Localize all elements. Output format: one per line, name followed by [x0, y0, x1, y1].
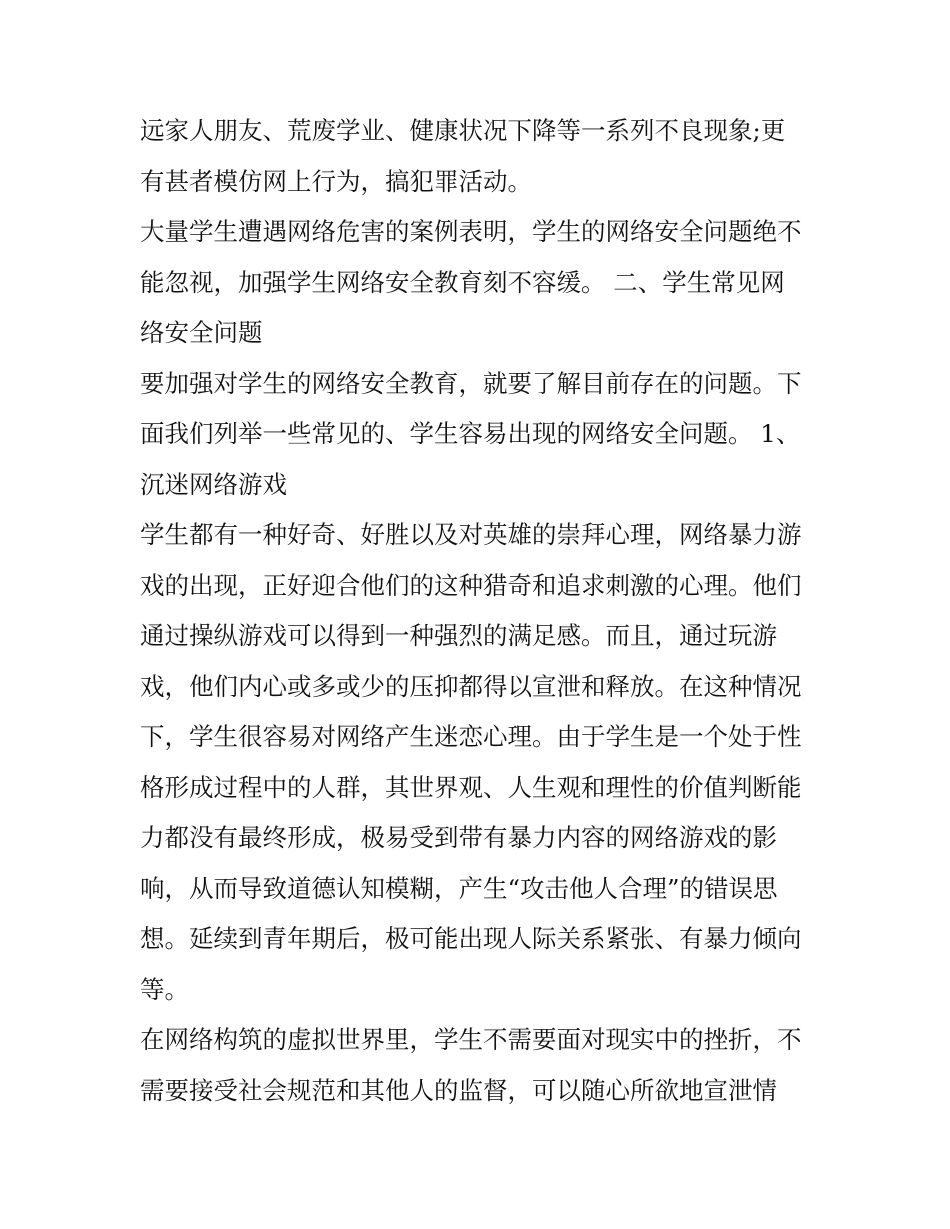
text-line: 戏的出现，正好迎合他们的这种猎奇和追求刺激的心理。他们 — [140, 570, 802, 600]
text-line: 等。 — [140, 974, 189, 1004]
text-line: 下，学生很容易对网络产生迷恋心理。由于学生是一个处于性 — [140, 722, 802, 751]
text-line: 需要接受社会规范和其他人的监督，可以随心所欲地宣泄情 — [140, 1075, 777, 1105]
text-line: 能忽视，加强学生网络安全教育刻不容缓。 二、学生常见网 — [140, 267, 785, 297]
text-line: 大量学生遭遇网络危害的案例表明，学生的网络安全问题绝不 — [140, 217, 802, 246]
text-line: 有甚者模仿网上行为，搞犯罪活动。 — [140, 166, 532, 196]
text-line: 格形成过程中的人群，其世界观、人生观和理性的价值判断能 — [140, 772, 802, 802]
document-body — [140, 106, 820, 1116]
text-line: 学生都有一种好奇、好胜以及对英雄的崇拜心理，网络暴力游 — [140, 520, 802, 549]
text-line: 想。延续到青年期后，极可能出现人际关系紧张、有暴力倾向 — [140, 924, 802, 953]
text-line: 力都没有最终形成，极易受到带有暴力内容的网络游戏的影 — [140, 823, 777, 852]
text-line: 要加强对学生的网络安全教育，就要了解目前存在的问题。下 — [140, 368, 802, 398]
text-line: 通过操纵游戏可以得到一种强烈的满足感。而且，通过玩游 — [140, 621, 777, 650]
text-line: 响，从而导致道德认知模糊，产生“攻击他人合理”的错误思 — [140, 873, 778, 903]
text-line: 在网络构筑的虚拟世界里，学生不需要面对现实中的挫折，不 — [140, 1025, 802, 1054]
section-heading-line: 络安全问题 — [140, 318, 263, 347]
subsection-heading-line: 沉迷网络游戏 — [140, 469, 287, 499]
text-line: 面我们列举一些常见的、学生容易出现的网络安全问题。 1、 — [140, 419, 801, 448]
text-line: 远家人朋友、荒废学业、健康状况下降等一系列不良现象;更 — [140, 116, 786, 145]
text-line: 戏，他们内心或多或少的压抑都得以宣泄和释放。在这种情况 — [140, 671, 802, 701]
